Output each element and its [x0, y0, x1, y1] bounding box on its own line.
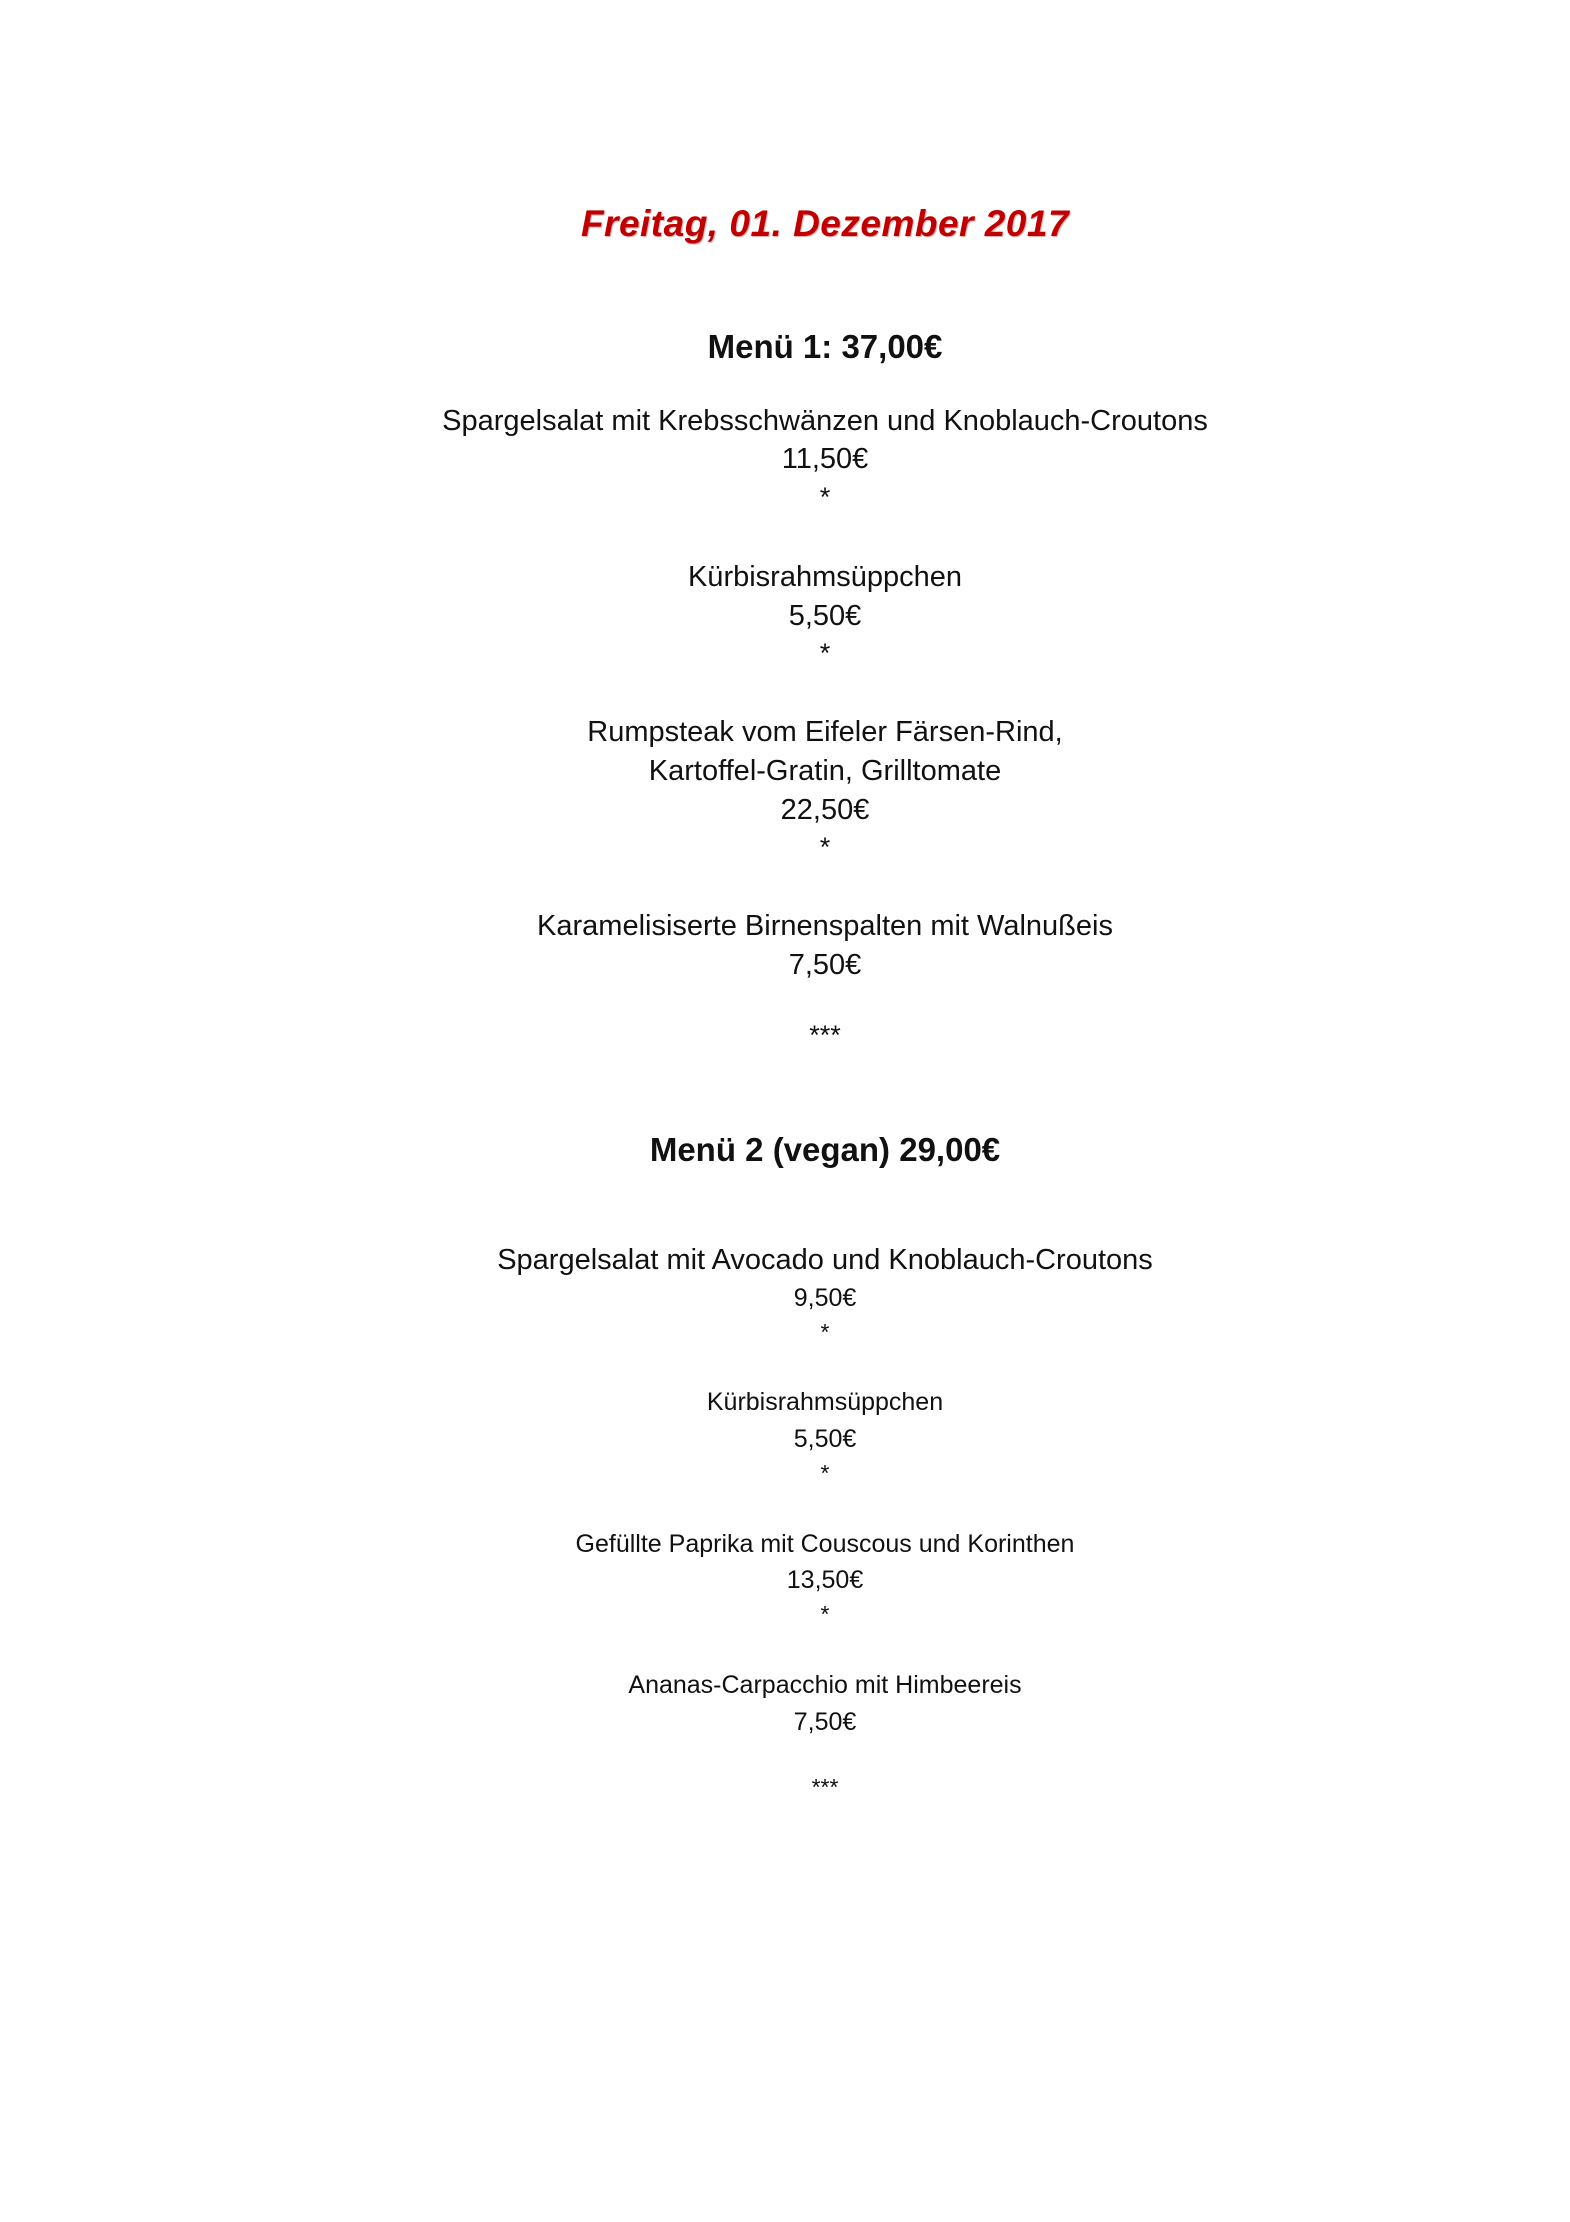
menu2-course-separator: * [820, 1601, 830, 1627]
menu1-course3-name-line2: Kartoffel-Gratin, Grilltomate [648, 755, 1002, 787]
menu1-course-separator: * [819, 638, 831, 668]
menu1-course3-name-line1: Rumpsteak vom Eifeler Färsen-Rind, [587, 716, 1063, 748]
menu1-end-marker: *** [809, 1020, 841, 1050]
menu2-course3-name: Gefüllte Paprika mit Couscous und Korinthen [575, 1530, 1075, 1558]
menu1-heading: Menü 1: 37,00€ [707, 328, 943, 365]
menu1-course4-price: 7,50€ [788, 949, 862, 981]
menu2-heading: Menü 2 (vegan) 29,00€ [649, 1131, 1001, 1168]
menu2-course3-price: 13,50€ [786, 1566, 864, 1594]
menu1-course2-name: Kürbisrahmsüppchen [687, 561, 963, 593]
page-title: Freitag, 01. Dezember 2017 [580, 203, 1070, 244]
menu2-end-marker: *** [811, 1774, 839, 1800]
menu1-course3-price: 22,50€ [780, 794, 870, 826]
menu1-course-separator: * [819, 482, 831, 512]
menu2-course1-name: Spargelsalat mit Avocado und Knoblauch-Croutons [497, 1244, 1153, 1276]
menu2-course4-name: Ananas-Carpacchio mit Himbeereis [628, 1671, 1022, 1699]
menu2-course-separator: * [820, 1460, 830, 1486]
menu1-course4-name: Karamelisiserte Birnenspalten mit Walnußeis [537, 910, 1113, 942]
menu1-course1-price: 11,50€ [781, 443, 869, 475]
menu1-course1-name: Spargelsalat mit Krebsschwänzen und Knoblauch-Croutons [442, 405, 1208, 437]
menu2-course2-price: 5,50€ [793, 1425, 857, 1453]
menu1-course2-price: 5,50€ [788, 600, 862, 632]
menu2-course2-name: Kürbisrahmsüppchen [706, 1388, 944, 1416]
menu1-course-separator: * [819, 832, 831, 862]
menu2-course-separator: * [820, 1319, 830, 1345]
menu2-course4-price: 7,50€ [793, 1708, 857, 1736]
menu2-course1-price: 9,50€ [793, 1284, 857, 1312]
